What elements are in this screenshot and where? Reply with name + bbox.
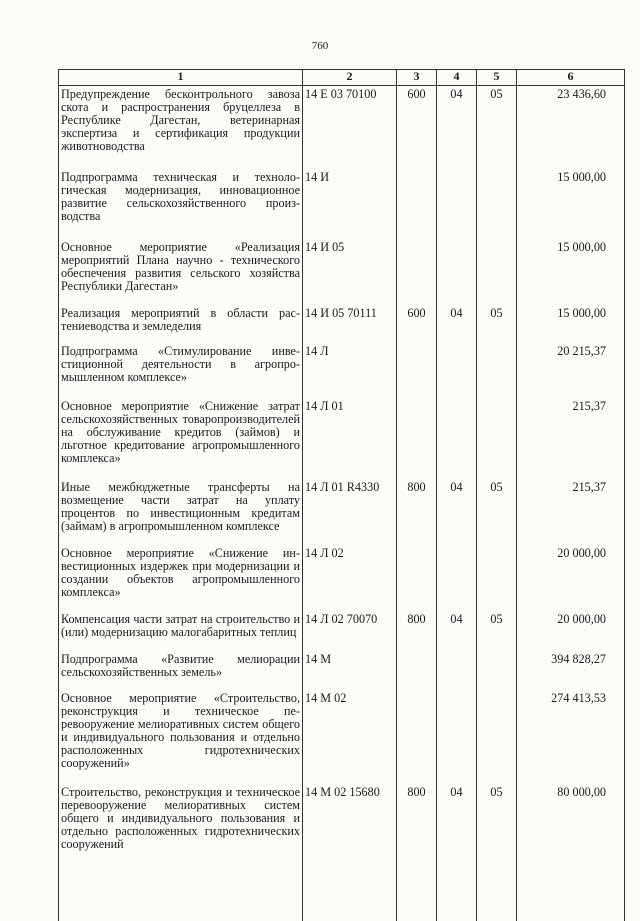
row-amount: 394 828,27 [517, 653, 625, 692]
row-amount: 15 000,00 [517, 241, 625, 307]
row-col4: 04 [437, 481, 477, 547]
row-col4 [437, 171, 477, 241]
row-code: 14 И 05 70111 [303, 307, 397, 345]
row-name: Подпрограмма техническая и технологическая модернизация, инновационное развитие сельскохозяйственного производства [59, 171, 303, 241]
row-col3: 600 [397, 307, 437, 345]
row-col3 [397, 653, 437, 692]
row-name: Основное мероприятие «Снижение инвестиционных издержек при модернизации и создании объектов агропромышленного комплекса» [59, 547, 303, 613]
row-col3 [397, 345, 437, 400]
col-header-5: 5 [477, 70, 517, 86]
row-name: Предупреждение бесконтрольного завоза скота и распространения бруцеллеза в Республике Дагестан, ветеринарная экспертиза и сертификация продукции животноводства [59, 86, 303, 172]
row-col3 [397, 171, 437, 241]
row-col3: 800 [397, 481, 437, 547]
table-row [59, 786, 625, 851]
row-name: Основное мероприятие «Реализация мероприятий Плана научно - технического обеспечения развития сельского хозяйства Республики Дагестан» [59, 241, 303, 307]
page-number: 760 [0, 40, 640, 52]
row-code: 14 Л 02 [303, 547, 397, 613]
table-row [59, 171, 625, 241]
row-code: 14 М 02 15680 [303, 786, 397, 851]
row-amount: 274 413,53 [517, 692, 625, 786]
row-col4 [437, 653, 477, 692]
col-header-name: 1 [59, 70, 303, 86]
row-amount: 215,37 [517, 400, 625, 481]
row-amount: 80 000,00 [517, 786, 625, 851]
row-col3 [397, 241, 437, 307]
row-col3 [397, 692, 437, 786]
row-code: 14 Е 03 70100 [303, 86, 397, 172]
row-amount: 20 000,00 [517, 547, 625, 613]
col-header-amount: 6 [517, 70, 625, 86]
row-col5: 05 [477, 307, 517, 345]
row-col4 [437, 400, 477, 481]
col-header-4: 4 [437, 70, 477, 86]
row-col4: 04 [437, 613, 477, 653]
empty-cell [517, 851, 625, 921]
row-code: 14 И 05 [303, 241, 397, 307]
row-amount: 215,37 [517, 481, 625, 547]
row-col5 [477, 400, 517, 481]
row-col5: 05 [477, 786, 517, 851]
row-name: Основное мероприятие «Строительство, реконструкция и техническое перевооружение мелиоративных систем общего и индивидуального пользования и отдельно расположенных гидротехнических сооружений» [59, 692, 303, 786]
row-name: Подпрограмма «Стимулирование инвестиционной деятельности в агропромышленном комплексе» [59, 345, 303, 400]
row-col4: 04 [437, 86, 477, 172]
row-name: Иные межбюджетные трансферты на возмещение части затрат на уплату процентов по инвестиционным кредитам (займам) в агропромышленном комплексе [59, 481, 303, 547]
row-name: Подпрограмма «Развитие мелиорации сельскохозяйственных земель» [59, 653, 303, 692]
row-code: 14 Л [303, 345, 397, 400]
row-col3 [397, 400, 437, 481]
row-name: Компенсация части затрат на строительство и (или) модернизацию малогабаритных теплиц [59, 613, 303, 653]
row-col3 [397, 547, 437, 613]
col-header-3: 3 [397, 70, 437, 86]
row-col4: 04 [437, 786, 477, 851]
row-name: Основное мероприятие «Снижение затрат сельскохозяйственных товаропроизводителей на обслуживание кредитов (займов) и льготное кредитование агропромышленного комплекса» [59, 400, 303, 481]
row-col5 [477, 692, 517, 786]
empty-cell [437, 851, 477, 921]
table-row [59, 307, 625, 345]
row-col5 [477, 345, 517, 400]
row-amount: 20 000,00 [517, 613, 625, 653]
table-row [59, 400, 625, 481]
row-code: 14 М 02 [303, 692, 397, 786]
row-col5 [477, 547, 517, 613]
table-row [59, 653, 625, 692]
table-row [59, 241, 625, 307]
row-code: 14 Л 02 70070 [303, 613, 397, 653]
row-name: Строительство, реконструкция и техническое перевооружение мелиоративных систем общего и индивидуального пользования и отдельно расположенных гидротехнических сооружений [59, 786, 303, 851]
row-col5 [477, 171, 517, 241]
budget-table [58, 69, 625, 921]
row-amount: 15 000,00 [517, 171, 625, 241]
table-row [59, 481, 625, 547]
row-code: 14 Л 01 [303, 400, 397, 481]
table-row [59, 86, 625, 172]
row-col4 [437, 547, 477, 613]
empty-cell [303, 851, 397, 921]
row-col3: 800 [397, 786, 437, 851]
table-body [59, 86, 625, 921]
row-code: 14 И [303, 171, 397, 241]
col-header-code: 2 [303, 70, 397, 86]
row-col4 [437, 241, 477, 307]
row-code: 14 М [303, 653, 397, 692]
row-col3: 800 [397, 613, 437, 653]
row-col5: 05 [477, 86, 517, 172]
row-col4: 04 [437, 307, 477, 345]
row-amount: 20 215,37 [517, 345, 625, 400]
table-continuation [59, 851, 625, 921]
empty-cell [477, 851, 517, 921]
row-col4 [437, 345, 477, 400]
row-amount: 15 000,00 [517, 307, 625, 345]
table-header-row [59, 70, 625, 86]
row-col5 [477, 653, 517, 692]
row-col5: 05 [477, 481, 517, 547]
row-col4 [437, 692, 477, 786]
row-name: Реализация мероприятий в области растениеводства и земледелия [59, 307, 303, 345]
table-row [59, 345, 625, 400]
row-col3: 600 [397, 86, 437, 172]
empty-cell [59, 851, 303, 921]
empty-cell [397, 851, 437, 921]
row-col5 [477, 241, 517, 307]
table-row [59, 547, 625, 613]
table-row [59, 692, 625, 786]
row-col5: 05 [477, 613, 517, 653]
table-row [59, 613, 625, 653]
row-code: 14 Л 01 R4330 [303, 481, 397, 547]
row-amount: 23 436,60 [517, 86, 625, 172]
